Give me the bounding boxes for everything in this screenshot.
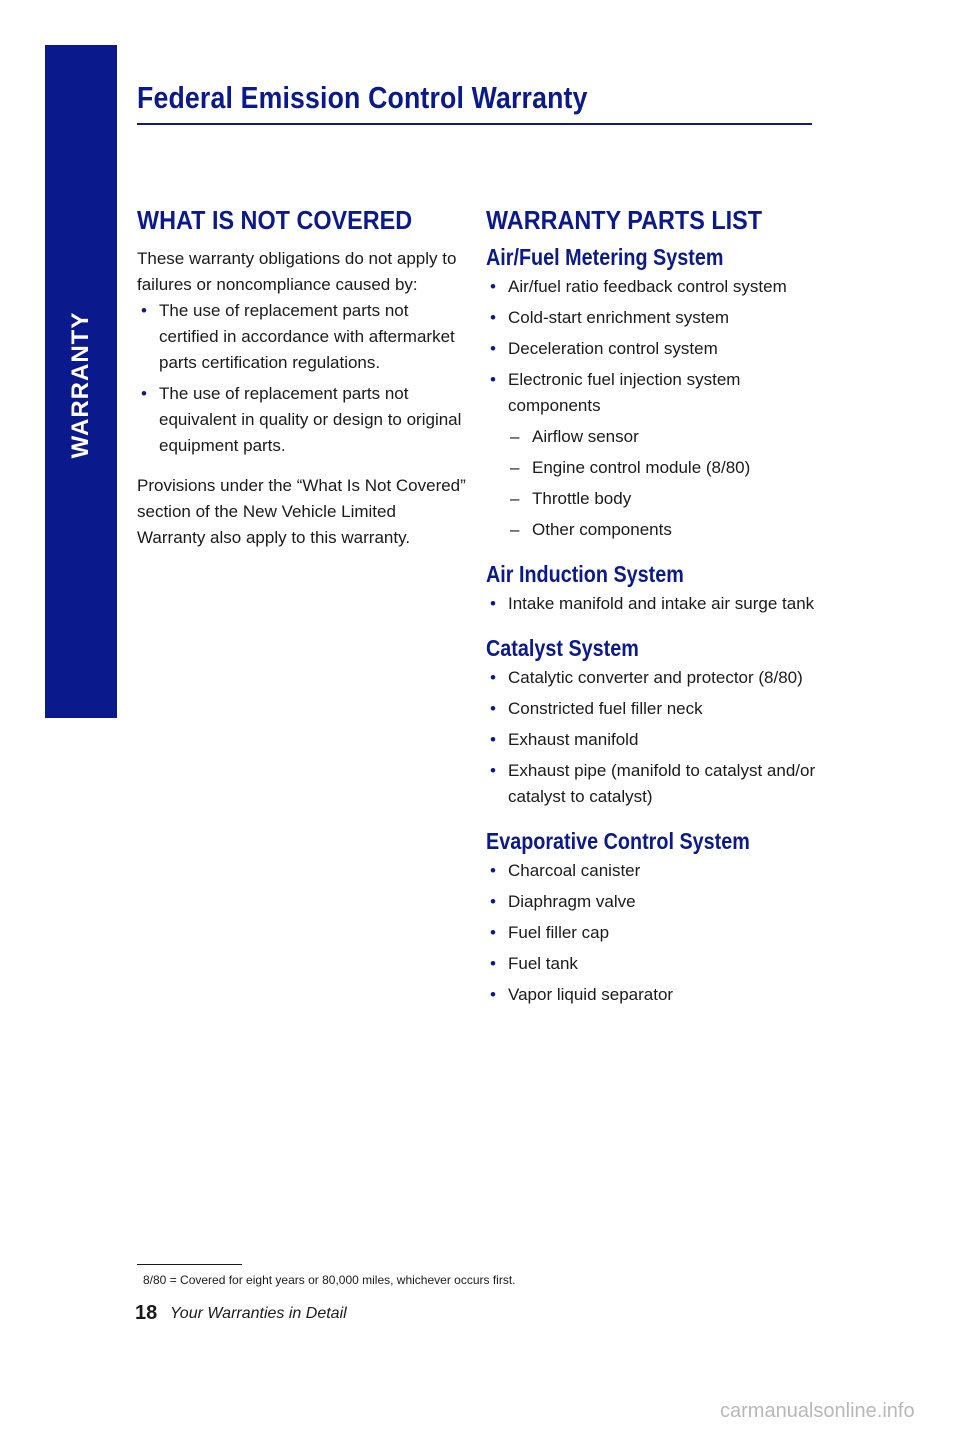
watermark: carmanualsonline.info (720, 1400, 915, 1422)
sub-list-item-text: Airflow sensor (532, 427, 639, 446)
bullet-icon: • (490, 339, 496, 358)
bullet-icon: • (490, 892, 496, 911)
bullet-icon: • (490, 861, 496, 880)
list-item-text: Exhaust pipe (manifold to catalyst and/or catalyst to catalyst) (508, 761, 816, 806)
running-footer: Your Warranties in Detail (170, 1305, 347, 1322)
title-rule (137, 123, 812, 125)
bullet-icon: • (141, 384, 147, 403)
not-covered-column (137, 200, 467, 551)
list-item-text: The use of replacement parts not equivalent in quality or design to original equipment parts. (159, 384, 462, 455)
list-item (486, 305, 816, 331)
bullet-icon: • (490, 954, 496, 973)
catalyst-list (486, 665, 816, 810)
section-title-evaporative: Evaporative Control System (486, 828, 750, 854)
air-induction-list (486, 591, 816, 617)
section-title-air-induction: Air Induction System (486, 561, 684, 587)
list-item-text: Charcoal canister (508, 861, 641, 880)
list-item-text: Electronic fuel injection system components (508, 370, 741, 415)
not-covered-closing: Provisions under the “What Is Not Covered” section of the New Vehicle Limited Warranty also apply to this warranty. (137, 476, 466, 547)
list-item (137, 381, 467, 459)
sub-list-item (486, 455, 816, 481)
dash-icon: – (510, 489, 520, 508)
list-item (486, 982, 816, 1008)
list-item-text: Fuel filler cap (508, 923, 610, 942)
list-item (486, 696, 816, 722)
list-item-text: Air/fuel ratio feedback control system (508, 277, 787, 296)
bullet-icon: • (490, 308, 496, 327)
not-covered-list (137, 298, 467, 459)
page-number: 18 (135, 1302, 158, 1324)
bullet-icon: • (490, 730, 496, 749)
side-tab-label: WARRANTY (67, 311, 94, 459)
list-item-text: Vapor liquid separator (508, 985, 674, 1004)
list-item (486, 367, 816, 419)
list-item (486, 951, 816, 977)
bullet-icon: • (490, 370, 496, 389)
list-item (486, 336, 816, 362)
section-title-catalyst: Catalyst System (486, 635, 639, 661)
list-item-text: The use of replacement parts not certified in accordance with aftermarket parts certification regulations. (159, 301, 455, 372)
list-item-text: Deceleration control system (508, 339, 718, 358)
air-fuel-list (486, 274, 816, 419)
list-item (486, 727, 816, 753)
list-item-text: Diaphragm valve (508, 892, 636, 911)
section-title-air-fuel: Air/Fuel Metering System (486, 244, 724, 270)
dash-icon: – (510, 458, 520, 477)
list-item-text: Intake manifold and intake air surge tank (508, 594, 815, 613)
sub-list-item (486, 486, 816, 512)
parts-list-heading: WARRANTY PARTS LIST (486, 205, 763, 235)
evaporative-list (486, 858, 816, 1008)
dash-icon: – (510, 520, 520, 539)
list-item (486, 889, 816, 915)
page-title: Federal Emission Control Warranty (137, 80, 588, 115)
dash-icon: – (510, 427, 520, 446)
list-item (486, 858, 816, 884)
bullet-icon: • (490, 668, 496, 687)
bullet-icon: • (141, 301, 147, 320)
list-item-text: Constricted fuel filler neck (508, 699, 703, 718)
list-item (486, 758, 816, 810)
footnote-rule (137, 1264, 242, 1265)
bullet-icon: • (490, 985, 496, 1004)
sub-list-item-text: Throttle body (532, 489, 632, 508)
bullet-icon: • (490, 923, 496, 942)
list-item (137, 298, 467, 376)
sub-list-item (486, 424, 816, 450)
list-item-text: Catalytic converter and protector (8/80) (508, 668, 803, 687)
list-item (486, 591, 816, 617)
sub-list-item (486, 517, 816, 543)
footnote: 8/80 = Covered for eight years or 80,000 miles, whichever occurs first. (143, 1273, 516, 1287)
bullet-icon: • (490, 761, 496, 780)
bullet-icon: • (490, 594, 496, 613)
bullet-icon: • (490, 277, 496, 296)
list-item (486, 274, 816, 300)
parts-list-column (486, 200, 816, 1008)
not-covered-intro: These warranty obligations do not apply to failures or noncompliance caused by: (137, 249, 457, 294)
list-item (486, 665, 816, 691)
list-item-text: Exhaust manifold (508, 730, 639, 749)
not-covered-heading: WHAT IS NOT COVERED (137, 205, 413, 235)
sub-list-item-text: Engine control module (8/80) (532, 458, 751, 477)
list-item-text: Fuel tank (508, 954, 578, 973)
list-item-text: Cold-start enrichment system (508, 308, 730, 327)
sub-list-item-text: Other components (532, 520, 672, 539)
list-item (486, 920, 816, 946)
bullet-icon: • (490, 699, 496, 718)
